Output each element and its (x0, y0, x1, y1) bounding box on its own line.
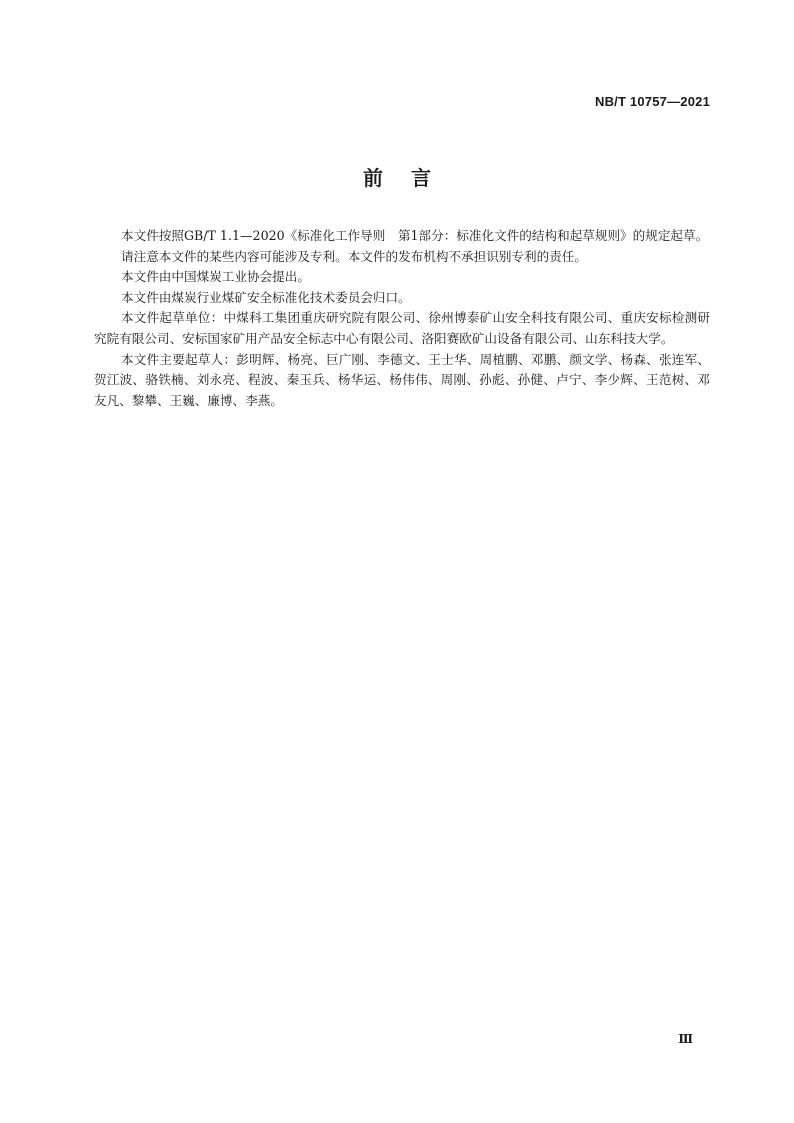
paragraph-main-drafters: 本文件主要起草人：彭明辉、杨亮、巨广刚、李德文、王士华、周植鹏、邓鹏、颜文学、杨森、张连军、贺江波、骆铁楠、刘永亮、程波、秦玉兵、杨华运、杨伟伟、周刚、孙彪、孙健、卢宁、李少辉、王范树、邓友凡、黎攀、王巍、廉博、李燕。 (94, 351, 710, 408)
standard-number: NB/T 10757—2021 (594, 94, 710, 109)
page-title: 前言 (363, 166, 459, 190)
body-text (94, 226, 710, 411)
paragraph-drafting-rules: 本文件按照GB/T 1.1—2020《标准化工作导则 第1部分：标准化文件的结构和起草规则》的规定起草。 (121, 228, 709, 243)
paragraph-drafting-organizations: 本文件起草单位：中煤科工集团重庆研究院有限公司、徐州博泰矿山安全科技有限公司、重庆安标检测研究院有限公司、安标国家矿用产品安全标志中心有限公司、洛阳赛欧矿山设备有限公司、山东科技大学。 (94, 310, 710, 346)
paragraph-proposer: 本文件由中国煤炭工业协会提出。 (121, 269, 310, 285)
page-number: Ⅲ (678, 1032, 693, 1046)
paragraph-patent-notice: 请注意本文件的某些内容可能涉及专利。本文件的发布机构不承担识别专利的责任。 (121, 248, 587, 264)
paragraph-technical-committee: 本文件由煤炭行业煤矿安全标准化技术委员会归口。 (121, 289, 411, 305)
